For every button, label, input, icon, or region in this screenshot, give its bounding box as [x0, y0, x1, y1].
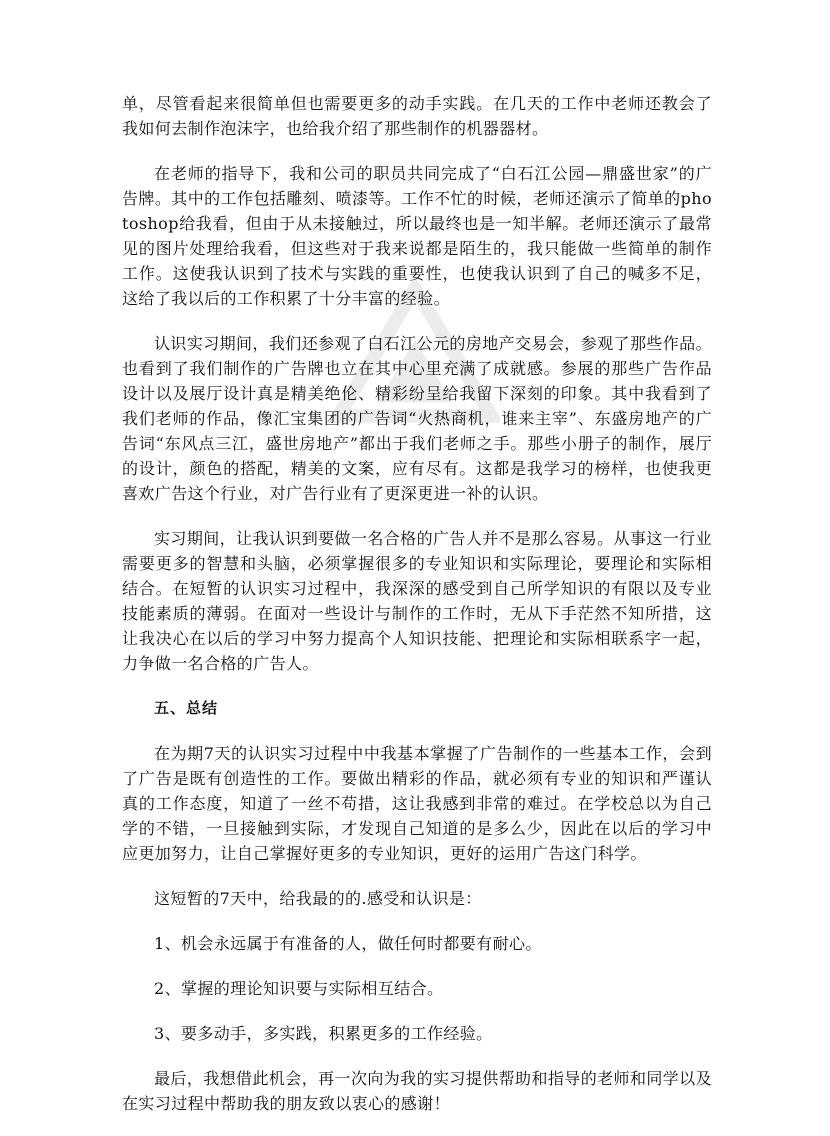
paragraph: 在为期7天的认识实习过程中中我基本掌握了广告制作的一些基本工作，会到了广告是既有创造性的工作。要做出精彩的作品，就必须有专业的知识和严谨认真的工作态度，知道了一丝不苟措，这让我感到非常的难过。在学校总以为自己学的不错，一旦接触到实际，才发现自己知道的是多么少，因此在以后的学习中应更加努力，让自己掌握好更多的专业知识，更好的运用广告这门科学。	[122, 744, 712, 863]
paragraph: 在老师的指导下，我和公司的职员共同完成了“白石江公园—鼎盛世家”的广告牌。其中的工作包括雕刻、喷漆等。工作不忙的时候，老师还演示了简单的photoshop给我看，但由于从未接触过，所以最终也是一知半解。老师还演示了最常见的图片处理给我看，但这些对于我来说都是陌生的，我只能做一些简单的制作工作。这使我认识到了技术与实践的重要性，也使我认识到了自己的喊多不足，这给了我以后的工作积累了十分丰富的经验。	[122, 164, 712, 308]
list-item: 3、要多动手，多实践，积累更多的工作经验。	[154, 1024, 493, 1043]
list-item: 2、掌握的理论知识要与实际相互结合。	[154, 979, 444, 998]
paragraph: 这短暂的7天中，给我最的的.感受和认识是：	[154, 889, 482, 908]
document-body	[122, 91, 712, 1136]
list-item: 1、机会永远属于有准备的人，做任何时都要有耐心。	[154, 934, 542, 953]
section-heading: 五、总结	[154, 699, 219, 717]
paragraph: 单，尽管看起来很简单但也需要更多的动手实践。在几天的工作中老师还教会了我如何去制作泡沫字，也给我介绍了那些制作的机器器材。	[122, 94, 712, 138]
paragraph: 认识实习期间，我们还参观了白石江公元的房地产交易会，参观了那些作品。也看到了我们制作的广告牌也立在其中心里充满了成就感。参展的那些广告作品设计以及展厅设计真是精美绝伦、精彩纷呈给我留下深刻的印象。其中我看到了我们老师的作品，像汇宝集团的广告词“火热商机，谁来主宰”、东盛房地产的广告词“东风点三江，盛世房地产”都出于我们老师之手。那些小册子的制作，展厅的设计，颜色的搭配，精美的文案，应有尽有。这都是我学习的榜样，也使我更喜欢广告这个行业，对广告行业有了更深更进一补的认识。	[122, 334, 712, 503]
paragraph: 最后，我想借此机会，再一次向为我的实习提供帮助和指导的老师和同学以及在实习过程中帮助我的朋友致以衷心的感谢！	[122, 1069, 712, 1113]
paragraph: 实习期间，让我认识到要做一名合格的广告人并不是那么容易。从事这一行业需要更多的智慧和头脑，必须掌握很多的专业知识和实际理论，要理论和实际相结合。在短暂的认识实习过程中，我深深的感受到自己所学知识的有限以及专业技能素质的薄弱。在面对一些设计与制作的工作时，无从下手茫然不知所措，这让我决心在以后的学习中努力提高个人知识技能、把理论和实际相联系字一起，力争做一名合格的广告人。	[122, 529, 712, 673]
